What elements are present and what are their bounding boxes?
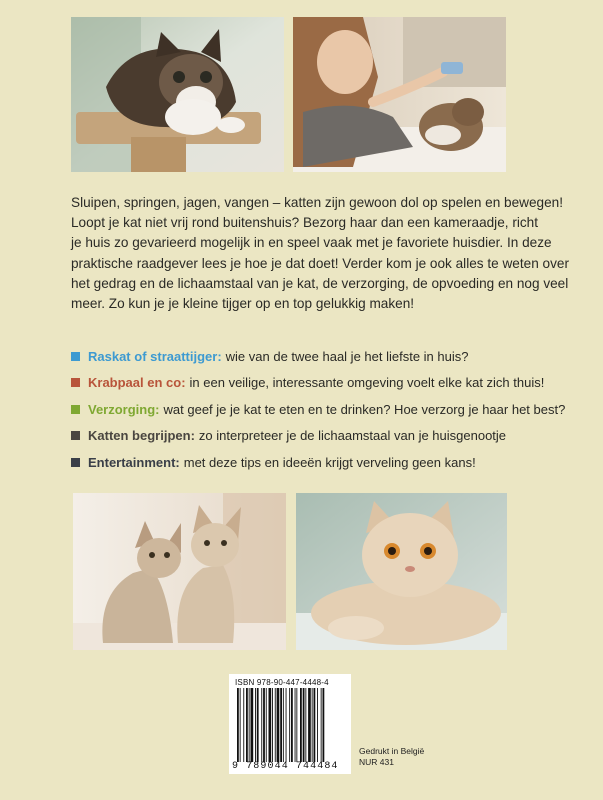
bullet-square-icon: [71, 378, 80, 387]
barcode-bar: [249, 688, 250, 762]
barcode-bar: [291, 688, 293, 762]
barcode-bar: [243, 688, 244, 762]
barcode-bar: [321, 688, 322, 762]
feature-label: Krabpaal en co:: [88, 375, 186, 391]
barcode-bar: [300, 688, 302, 762]
intro-paragraph: [71, 193, 569, 314]
barcode-bar: [305, 688, 306, 762]
feature-label: Entertainment:: [88, 454, 180, 470]
feature-label: Verzorging:: [88, 401, 160, 417]
bullet-square-icon: [71, 405, 80, 414]
girl-playing-with-cat-photo: [293, 17, 506, 172]
british-shorthair-cat-photo: [296, 493, 507, 650]
feature-text: wie van de twee haal je het liefste in huis?: [225, 348, 469, 364]
barcode-bar: [237, 688, 239, 762]
barcode-icon: [233, 688, 347, 762]
bullet-square-icon: [71, 458, 80, 467]
barcode-bar: [261, 688, 262, 762]
nur-code-text: NUR 431: [359, 757, 394, 767]
barcode-bar: [317, 688, 318, 762]
barcode-bar: [269, 688, 272, 762]
barcode-bar: [263, 688, 265, 762]
feature-text: in een veilige, interessante omgeving voelt elke kat zich thuis!: [189, 375, 545, 391]
bullet-square-icon: [71, 431, 80, 440]
isbn-text: ISBN 978-90-447-4448-4: [235, 678, 329, 687]
feature-label: Raskat of straattijger:: [88, 348, 222, 364]
feature-text: wat geef je je kat te eten en te drinken? Hoe verzorg je haar het best?: [163, 401, 566, 417]
barcode-bar: [308, 688, 311, 762]
barcode-bar: [296, 688, 297, 762]
feature-item: [71, 396, 571, 423]
barcode-bar: [289, 688, 290, 762]
feature-item: [71, 343, 571, 370]
printed-in-text: Gedrukt in België: [359, 746, 425, 756]
intro-line: het gedrag en de lichaamstaal van je kat, de verzorging, de opvoeding en nog veel: [71, 275, 569, 291]
intro-line: Loopt je kat niet vrij rond buitenshuis? Bezorg haar dan een kameraadje, richt: [71, 215, 538, 231]
feature-item: [71, 423, 571, 450]
barcode-label: [229, 674, 351, 774]
barcode-bar: [257, 688, 259, 762]
barcode-bar: [314, 688, 316, 762]
feature-item: [71, 370, 571, 397]
intro-line: meer. Zo kun je je kleine tijger op en top gelukkig maken!: [71, 296, 415, 312]
barcode-bar: [323, 688, 325, 762]
intro-line: je huis zo gevarieerd mogelijk in en speel vaak met je favoriete huisdier. In deze: [71, 235, 552, 251]
barcode-bar: [312, 688, 313, 762]
kitten-on-scratching-post-photo: [71, 17, 284, 172]
feature-list: [71, 343, 571, 476]
barcode-bar: [303, 688, 305, 762]
print-info: [359, 746, 424, 768]
barcode-bar: [295, 688, 296, 762]
barcode-bar: [275, 688, 276, 762]
feature-label: Katten begrijpen:: [88, 428, 195, 444]
bullet-square-icon: [71, 352, 80, 361]
feature-text: zo interpreteer je de lichaamstaal van je huisgenootje: [198, 428, 507, 444]
barcode-bar: [266, 688, 267, 762]
barcode-bar: [283, 688, 284, 762]
intro-line: Sluipen, springen, jagen, vangen – katten zijn gewoon dol op spelen en bewegen!: [71, 195, 564, 210]
barcode-bar: [251, 688, 254, 762]
barcode-bar: [255, 688, 256, 762]
two-kittens-photo: [73, 493, 286, 650]
barcode-bar: [246, 688, 248, 762]
feature-item: [71, 449, 571, 476]
barcode-digits: 9 789044 744484: [232, 761, 339, 772]
barcode-bar: [240, 688, 241, 762]
barcode-bar: [286, 688, 287, 762]
intro-line: praktische raadgever lees je hoe je dat doet! Verder kom je ook alles te weten over: [71, 255, 569, 271]
barcode-bar: [277, 688, 280, 762]
barcode-bar: [280, 688, 282, 762]
barcode-bar: [272, 688, 273, 762]
feature-text: met deze tips en ideeën krijgt verveling geen kans!: [183, 454, 476, 470]
